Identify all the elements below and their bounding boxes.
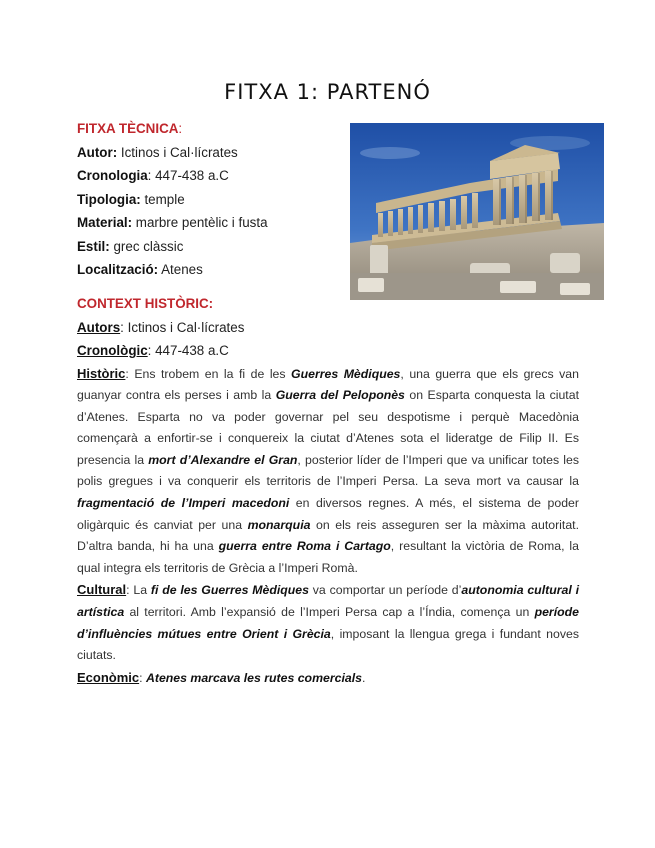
row-value: Ictinos i Cal·lícrates bbox=[117, 144, 238, 160]
text: , resultant la victòria de Roma, la qual integra els territoris de Grècia a l’Imperi Romà. bbox=[77, 539, 579, 575]
emphasis: mort d’Alexandre el Gran bbox=[148, 452, 298, 467]
text: , una guerra que els grecs van guanyar contra els perses i amb la bbox=[77, 366, 579, 403]
parthenon-illustration bbox=[350, 123, 604, 300]
row-autor bbox=[77, 141, 347, 165]
row-estil bbox=[77, 235, 347, 259]
row-label: Cronologia bbox=[77, 168, 148, 183]
row-value: marbre pentèlic i fusta bbox=[132, 215, 268, 230]
context-cronologic bbox=[77, 339, 579, 363]
fitxa-tecnica-heading-text: FITXA TÈCNICA bbox=[77, 121, 179, 136]
page-title: FITXA 1: PARTENÓ bbox=[224, 80, 431, 104]
row-value: : 447-438 a.C bbox=[147, 168, 229, 183]
parthenon-photo bbox=[350, 123, 604, 300]
emphasis: autonomia cultural i artística bbox=[77, 583, 579, 620]
context-historic-paragraph bbox=[77, 363, 579, 580]
row-label: Localització: bbox=[77, 262, 159, 277]
text: : La bbox=[126, 583, 151, 598]
row-tipologia bbox=[77, 188, 347, 212]
context-economic-paragraph bbox=[77, 667, 579, 690]
historic-label: Històric bbox=[77, 365, 126, 381]
row-cronologia bbox=[77, 164, 347, 188]
row-label: Estil: bbox=[77, 238, 110, 254]
fitxa-tecnica-heading-colon: : bbox=[178, 121, 183, 136]
row-localitzacio bbox=[77, 258, 347, 282]
emphasis: fi de les Guerres Mèdiques bbox=[150, 583, 309, 598]
row-label: Material: bbox=[77, 215, 133, 230]
text: on els reis asseguren ser la màxima autoritat. D’altra banda, hi ha una bbox=[77, 517, 579, 554]
emphasis: Guerra del Peloponès bbox=[275, 388, 405, 403]
text: . bbox=[361, 670, 366, 685]
context-historic bbox=[77, 292, 579, 689]
emphasis: guerra entre Roma i Cartago bbox=[218, 539, 391, 554]
text: : bbox=[139, 670, 146, 685]
emphasis: fragmentació de l’Imperi macedoni bbox=[77, 496, 290, 511]
economic-label: Econòmic bbox=[77, 669, 140, 685]
emphasis: període d’influències mútues entre Orient i Grècia bbox=[77, 605, 579, 641]
row-material bbox=[77, 211, 347, 235]
row-value: temple bbox=[140, 191, 185, 207]
text: on Esparta conquesta la ciutat d’Atenes. Esparta no va poder governar pel seu despotisme i perquè Macedònia començarà a enfortir-se i conquereix la ciutat d’Atenes sota el lideratge de Filip II. Es presencia la bbox=[77, 388, 579, 467]
context-heading: CONTEXT HISTÒRIC: bbox=[77, 296, 214, 311]
cronologic-value: : 447-438 a.C bbox=[147, 343, 229, 358]
row-value: Atenes bbox=[158, 262, 203, 277]
row-label: Tipologia: bbox=[77, 191, 141, 207]
emphasis: Atenes marcava les rutes comercials bbox=[145, 670, 362, 685]
context-cultural-paragraph bbox=[77, 579, 579, 666]
text: en diversos regnes. A més, el sistema de poder oligàrquic és canviat per una bbox=[77, 496, 579, 532]
text: : Ens trobem en la fi de les bbox=[125, 366, 292, 381]
emphasis: Guerres Mèdiques bbox=[291, 366, 401, 381]
row-value: grec clàssic bbox=[109, 238, 184, 254]
context-autors bbox=[77, 316, 579, 340]
fitxa-tecnica bbox=[77, 117, 347, 282]
row-label: Autor: bbox=[77, 144, 118, 160]
text: , imposant la llengua grega i fundant noves ciutats. bbox=[77, 626, 579, 663]
fitxa-tecnica-heading bbox=[77, 117, 347, 141]
emphasis: monarquia bbox=[247, 517, 311, 532]
autors-value: : Ictinos i Cal·lícrates bbox=[120, 319, 245, 335]
text: , posterior líder de l’Imperi que va unificar totes les polis gregues i va conquerir els territoris de l’Imperi Persa. La seva mort va causar la bbox=[77, 452, 579, 489]
autors-label: Autors bbox=[77, 319, 121, 335]
cronologic-label: Cronològic bbox=[77, 343, 148, 358]
text: va comportar un període d’ bbox=[308, 583, 462, 598]
cultural-label: Cultural bbox=[77, 582, 127, 598]
text: al territori. Amb l’expansió de l’Imperi Persa cap a l’Índia, comença un bbox=[124, 605, 535, 620]
